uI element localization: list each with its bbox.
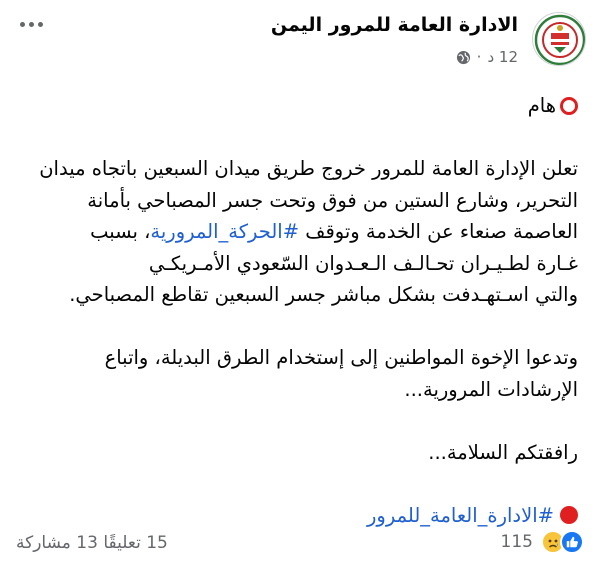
separator-dot: · [476, 48, 482, 66]
engagement-stats [16, 533, 168, 553]
post-footer [0, 530, 600, 560]
hashtag-traffic-movement[interactable]: #الحركة_المرورية [150, 220, 300, 243]
traffic-emblem-icon [533, 13, 586, 66]
text-line: الإرشادات المرورية... [404, 377, 578, 401]
shares-count[interactable]: 13 مشاركة [16, 533, 98, 553]
post-meta [456, 48, 518, 66]
globe-icon[interactable] [456, 50, 471, 65]
hashtag-traffic-administration[interactable]: #الادارة_العامة_للمرور [367, 503, 554, 527]
page-name[interactable]: الادارة العامة للمرور اليمن [270, 14, 518, 36]
text-line: والتي اسـتهـدفت بشكل مباشر جسر السبعين تقاطع المصباحي. [69, 283, 578, 306]
red-circle-icon [560, 97, 578, 115]
paragraph-1 [28, 153, 578, 311]
page-avatar[interactable] [532, 12, 586, 66]
text-line: التحرير، وشارع الستين من فوق وتحت جسر المصباحي بأمانة [87, 188, 578, 212]
post-body [28, 90, 578, 531]
text-line: تعلن الإدارة العامة للمرور خروج طريق ميدان السبعين باتجاه ميدان [39, 157, 578, 180]
important-label: هام [527, 94, 556, 117]
closing-line: رافقتكم السلامة... [428, 440, 578, 464]
footer-hashtag-line [28, 500, 578, 532]
text-line: العاصمة صنعاء عن الخدمة وتوقف #الحركة_المرورية، بسبب [90, 220, 578, 243]
like-icon [560, 530, 584, 554]
text-line: وتدعوا الإخوة المواطنين إلى إستخدام الطرق البديلة، واتباع [104, 346, 578, 369]
text-line: غـارة لطـيـران تحـالـف الـعـدوان السّعودي الأمـريكـي [148, 251, 578, 275]
comments-count[interactable]: 15 تعليقًا [103, 533, 168, 553]
reactions-count: 115 [500, 532, 533, 552]
paragraph-2 [28, 342, 578, 405]
reactions-summary[interactable] [501, 530, 584, 554]
red-circle-icon [560, 506, 578, 524]
post-time[interactable]: 12 د [487, 48, 518, 66]
more-options-icon[interactable] [20, 22, 43, 27]
important-line [28, 90, 578, 122]
